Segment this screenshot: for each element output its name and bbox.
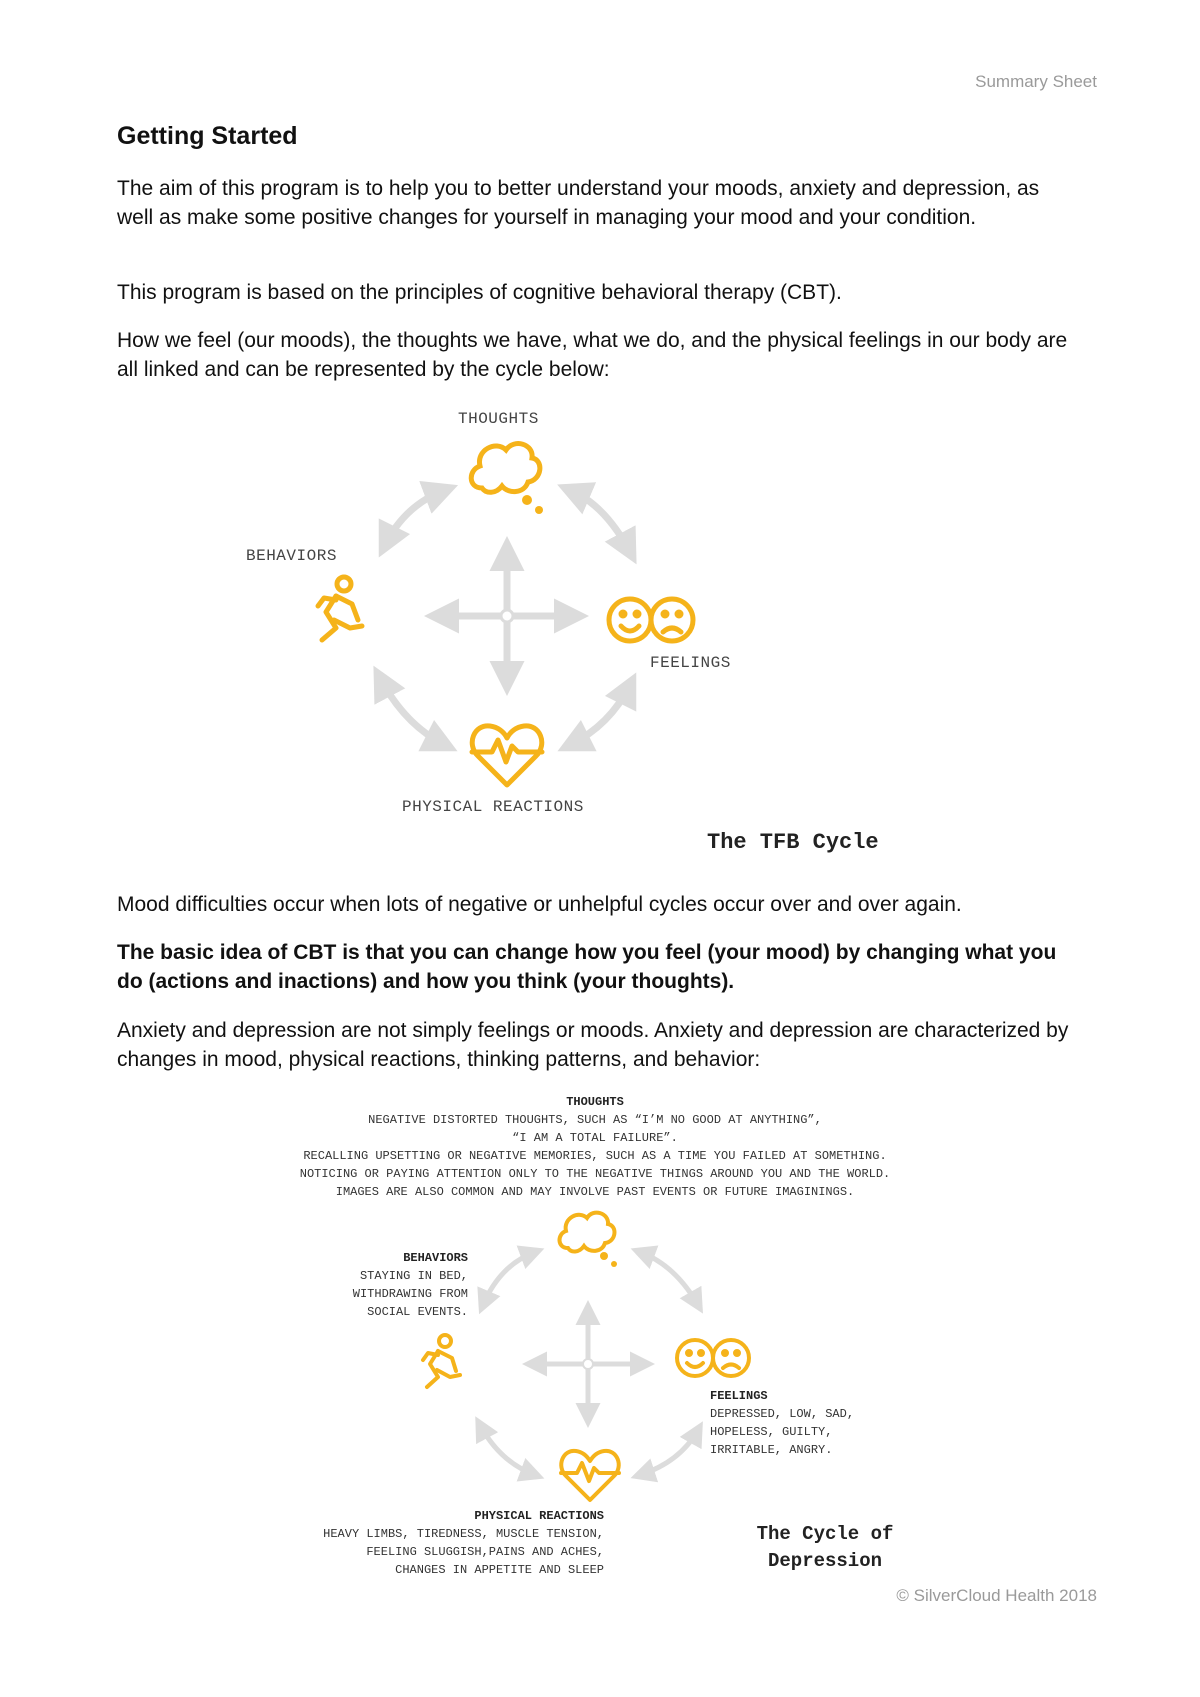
diagram2-thoughts-block bbox=[200, 1093, 990, 1201]
diagram2-feelings-title: FEELINGS bbox=[710, 1389, 768, 1403]
diagram2-physical-line: CHANGES IN APPETITE AND SLEEP bbox=[395, 1563, 604, 1577]
diagram2-physical-title: PHYSICAL REACTIONS bbox=[474, 1509, 604, 1523]
diagram2-caption bbox=[720, 1521, 930, 1575]
diagram2-behaviors-line: STAYING IN BED, bbox=[359, 1269, 468, 1283]
diagram2-feelings-line: DEPRESSED, LOW, SAD, bbox=[710, 1407, 855, 1421]
diagram1-caption: The TFB Cycle bbox=[707, 830, 879, 855]
diagram2-behaviors-line: SOCIAL EVENTS. bbox=[367, 1305, 468, 1319]
diagram1-thoughts-label: THOUGHTS bbox=[458, 410, 539, 428]
diagram2-thoughts-line: NOTICING OR PAYING ATTENTION ONLY TO THE NEGATIVE THINGS AROUND YOU AND THE WORLD. bbox=[299, 1167, 891, 1181]
diagram2-thoughts-title: THOUGHTS bbox=[566, 1095, 624, 1109]
diagram2-caption-line2: Depression bbox=[767, 1550, 883, 1572]
diagram1-feelings-label: FEELINGS bbox=[650, 654, 731, 672]
diagram1-behaviors-label: BEHAVIORS bbox=[246, 547, 337, 565]
diagram1-physical-label: PHYSICAL REACTIONS bbox=[402, 798, 584, 816]
diagram2-physical-line: HEAVY LIMBS, TIREDNESS, MUSCLE TENSION, bbox=[323, 1527, 604, 1541]
diagram2-behaviors-line: WITHDRAWING FROM bbox=[352, 1287, 468, 1301]
diagram2-feelings-block bbox=[710, 1387, 910, 1459]
diagram2-physical-line: FEELING SLUGGISH,PAINS AND ACHES, bbox=[366, 1545, 604, 1559]
diagram2-thoughts-line: IMAGES ARE ALSO COMMON AND MAY INVOLVE PAST EVENTS OR FUTURE IMAGININGS. bbox=[335, 1185, 855, 1199]
paragraph-aim: The aim of this program is to help you to better understand your moods, anxiety and depression, as well as make some positive changes for yourself in managing your mood and your condition. bbox=[117, 177, 1040, 229]
page-title: Getting Started bbox=[117, 122, 298, 150]
paragraph-cbt-idea: The basic idea of CBT is that you can change how you feel (your mood) by changing what you do (actions and inactions) and how you think (your thoughts). bbox=[117, 941, 1057, 993]
diagram2-thoughts-line: NEGATIVE DISTORTED THOUGHTS, SUCH AS “I’M NO GOOD AT ANYTHING”, bbox=[368, 1113, 822, 1127]
diagram2-behaviors-block bbox=[300, 1249, 468, 1321]
diagram2-physical-block bbox=[230, 1507, 604, 1579]
running-person-icon-2 bbox=[423, 1335, 460, 1387]
paragraph-cbt-basis: This program is based on the principles of cognitive behavioral therapy (CBT). bbox=[117, 281, 842, 304]
diagram2-thoughts-line: RECALLING UPSETTING OR NEGATIVE MEMORIES, SUCH AS A TIME YOU FAILED AT SOMETHING. bbox=[303, 1149, 887, 1163]
heartbeat-icon-2 bbox=[561, 1451, 619, 1500]
footer-copyright: © SilverCloud Health 2018 bbox=[896, 1586, 1097, 1605]
diagram2-thoughts-line: “I AM A TOTAL FAILURE”. bbox=[512, 1131, 678, 1145]
happy-sad-faces-icon bbox=[609, 599, 693, 641]
paragraph-anxiety-depression: Anxiety and depression are not simply feelings or moods. Anxiety and depression are characterized by changes in mood, physical reactions, thinking patterns, and behavior: bbox=[117, 1019, 1069, 1071]
thought-cloud-icon-2 bbox=[559, 1213, 614, 1252]
diagram2-feelings-line: HOPELESS, GUILTY, bbox=[710, 1425, 833, 1439]
happy-sad-faces-icon-2 bbox=[677, 1340, 749, 1376]
diagram2-caption-line1: The Cycle of bbox=[756, 1523, 894, 1545]
diagram2-feelings-line: IRRITABLE, ANGRY. bbox=[710, 1443, 833, 1457]
header-label: Summary Sheet bbox=[975, 72, 1097, 91]
heartbeat-icon bbox=[472, 726, 542, 785]
thought-cloud-icon bbox=[471, 444, 540, 493]
diagram2-behaviors-title: BEHAVIORS bbox=[403, 1251, 468, 1265]
running-person-icon bbox=[318, 577, 362, 640]
paragraph-linked: How we feel (our moods), the thoughts we have, what we do, and the physical feelings in our body are all linked and can be represented by the cycle below: bbox=[117, 329, 1068, 381]
paragraph-mood-difficulties: Mood difficulties occur when lots of negative or unhelpful cycles occur over and over again. bbox=[117, 893, 962, 916]
